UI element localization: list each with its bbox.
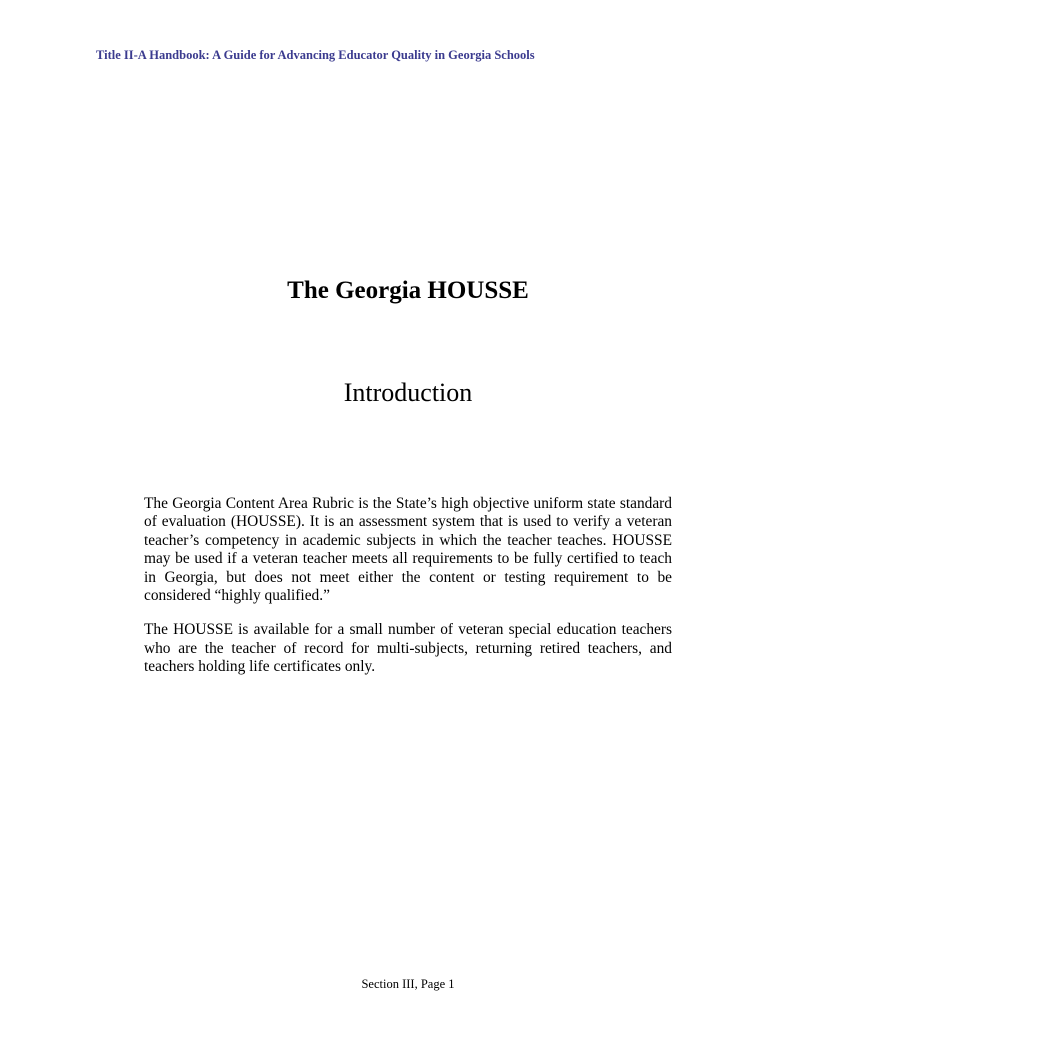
running-header: Title II-A Handbook: A Guide for Advancing Educator Quality in Georgia Schools xyxy=(96,48,535,62)
page-title: The Georgia HOUSSE xyxy=(287,277,529,304)
page-footer: Section III, Page 1 xyxy=(361,977,455,991)
paragraph-1: The Georgia Content Area Rubric is the State’s high objective uniform state standard of evaluation (HOUSSE). It is an assessment system that is used to verify a veteran teacher’s competency in academic subjects in which the teacher teaches. HOUSSE may be used if a veteran teacher meets all requirements to be fully certified to teach in Georgia, but does not meet either the content or testing requirement to be considered “highly qualified.” xyxy=(144,495,672,605)
section-heading: Introduction xyxy=(343,378,473,407)
body-text xyxy=(144,495,672,693)
paragraph-2: The HOUSSE is available for a small number of veteran special education teachers who are the teacher of record for multi-subjects, returning retired teachers, and teachers holding life certificates only. xyxy=(144,621,672,676)
